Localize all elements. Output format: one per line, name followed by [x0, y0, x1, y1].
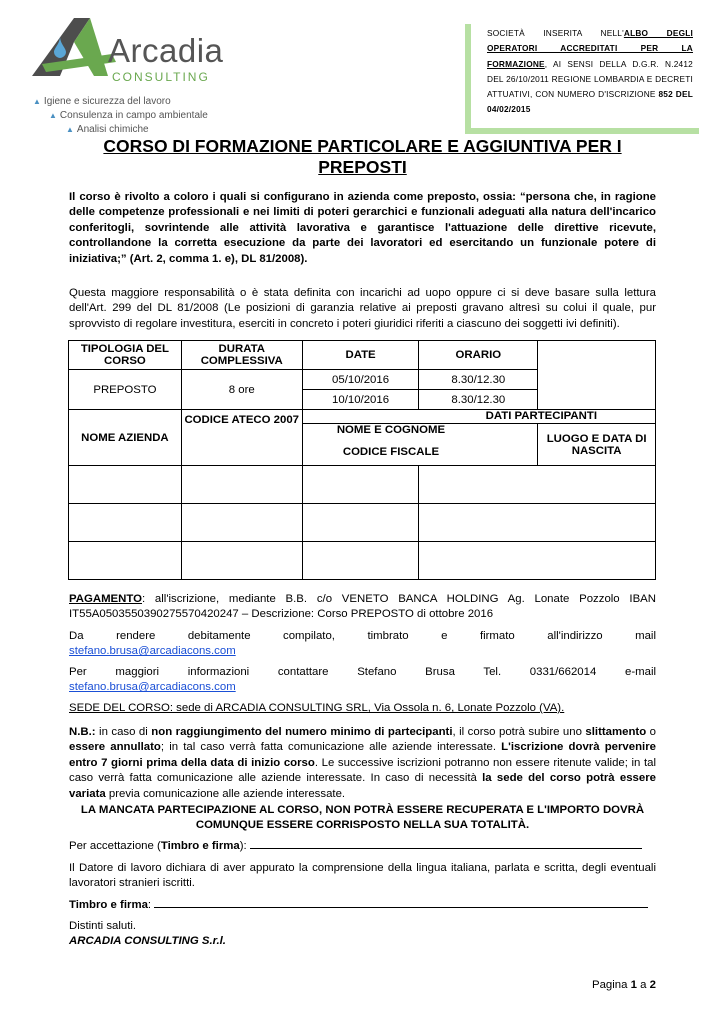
participant-cell[interactable] [181, 542, 302, 580]
orario-2: 8.30/12.30 [419, 390, 538, 410]
participant-cell[interactable] [181, 466, 302, 504]
orario-1: 8.30/12.30 [419, 370, 538, 390]
intro-definition: Il corso è rivolto a coloro i quali si configurano in azienda come preposto, ossia: “persona che, in ragione delle competenze professionali e nei limiti di poteri gerarchici e funzionali adeguati alla natura dell'incarico conferitogli, sovrintende alle attività lavorativa e garantisce l'attuazione delle direttive ricevute, controllandone la corretta esecuzione da parte dei lavoratori ed esercitando un funzionale potere di iniziativa;” (Art. 2, comma 1. e), DL 81/2008). [69, 191, 656, 265]
document-title: CORSO DI FORMAZIONE PARTICOLARE E AGGIUNTIVA PER I PREPOSTI [103, 136, 622, 177]
header-nome-azienda: NOME AZIENDA [69, 410, 182, 466]
company-signature: ARCADIA CONSULTING S.r.l. [69, 935, 226, 947]
participant-cell[interactable] [419, 466, 656, 504]
contact-info: Per maggiori informazioni contattare Stefano Brusa Tel. 0331/662014 e-mail stefano.brusa@arcadiacons.com [69, 666, 656, 694]
page-number: Pagina 1 a 2 [592, 979, 656, 991]
tipologia-value: PREPOSTO [69, 370, 182, 410]
durata-value: 8 ore [181, 370, 302, 410]
course-venue: SEDE DEL CORSO: sede di ARCADIA CONSULTING SRL, Via Ossola n. 6, Lonate Pozzolo (VA). [69, 702, 565, 714]
acceptance-line: Per accettazione (Timbro e firma): [69, 839, 656, 854]
date-2: 10/10/2016 [302, 390, 419, 410]
participant-cell[interactable] [69, 504, 182, 542]
registry-box [465, 24, 699, 134]
stamp-line: Timbro e firma: [69, 898, 656, 913]
contact-email-link[interactable]: stefano.brusa@arcadiacons.com [69, 681, 236, 694]
participant-cell[interactable] [302, 466, 419, 504]
date-1: 05/10/2016 [302, 370, 419, 390]
participant-cell[interactable] [302, 504, 419, 542]
return-email-link[interactable]: stefano.brusa@arcadiacons.com [69, 645, 236, 658]
header-durata: DURATA COMPLESSIVA [181, 341, 302, 370]
logo-subtitle: CONSULTING [112, 70, 210, 84]
triangle-bullet-icon: ▲ [66, 125, 74, 134]
header-orario: ORARIO [419, 341, 538, 370]
empty-cell [538, 341, 656, 410]
header-nome-codice [302, 424, 538, 466]
participant-cell[interactable] [419, 504, 656, 542]
triangle-bullet-icon: ▲ [33, 97, 41, 106]
course-table [68, 340, 656, 580]
logo-wordmark: Arcadia [108, 32, 224, 69]
participant-cell[interactable] [181, 504, 302, 542]
header-codice-ateco: CODICE ATECO 2007 [181, 410, 302, 466]
participant-cell[interactable] [69, 466, 182, 504]
header-tipologia: TIPOLOGIA DEL CORSO [69, 341, 182, 370]
participant-cell[interactable] [302, 542, 419, 580]
return-instructions: Da rendere debitamente compilato, timbrato e firmato all'indirizzo mail stefano.brusa@arcadiacons.com [69, 630, 656, 658]
nb-notice: N.B.: in caso di non raggiungimento del numero minimo di partecipanti, il corso potrà subire uno slittamento o essere annullato; in tal caso verrà fatta comunicazione alle aziende interessate. L'iscrizione dovrà pervenire entro 7 giorni prima della data di inizio corso. Le successive iscrizioni potranno non essere ritenute valide; in tal caso verrà fatta comunicazione alle aziende interessate. In caso di necessità la sede del corso potrà essere variata previa comunicazione alle aziende interessate. [69, 726, 656, 800]
participant-cell[interactable] [419, 542, 656, 580]
participant-cell[interactable] [69, 542, 182, 580]
registry-text: SOCIETÀ INSERITA NELL'ALBO DEGLI OPERATORI ACCREDITATI PER LA FORMAZIONE, AI SENSI DELLA D.G.R. N.2412 DEL 26/10/2011 REGIONE LOMBARDIA E DECRETI ATTUATIVI, CON NUMERO D'ISCRIZIONE 852 DEL 04/02/2015 [487, 28, 693, 115]
header-dati-partecipanti: DATI PARTECIPANTI [302, 410, 655, 424]
acceptance-signature-field[interactable] [250, 848, 642, 849]
tagline-2: ▲ Consulenza in campo ambientale [49, 110, 208, 121]
tagline-3: ▲ Analisi chimiche [66, 124, 149, 135]
triangle-bullet-icon: ▲ [49, 111, 57, 120]
header-nome-cognome: NOME E COGNOME [336, 424, 446, 436]
tagline-1: ▲ Igiene e sicurezza del lavoro [33, 96, 171, 107]
stamp-signature-field[interactable] [154, 907, 648, 908]
header-luogo-data: LUOGO E DATA DI NASCITA [538, 424, 656, 466]
header-codice-fiscale: CODICE FISCALE [342, 446, 440, 458]
payment-info: PAGAMENTO: all'iscrizione, mediante B.B. c/o VENETO BANCA HOLDING Ag. Lonate Pozzolo IBAN IT55A0503550390275570420247 – Descrizione: Corso PREPOSTO di ottobre 2016 [69, 593, 656, 621]
header-date: DATE [302, 341, 419, 370]
intro-responsibility: Questa maggiore responsabilità o è stata definita con incarichi ad uopo oppure ci si deve basare sulla lettura dell'Art. 299 del DL 81/2008 (Le posizioni di garanzia relative ai preposti gravano altresì su colui il quale, pur sprovvisto di regolare investitura, eserciti in concreto i poteri giuridici riferiti a ciascuno dei soggetti ivi definiti). [69, 287, 656, 330]
closing-greeting: Distinti saluti. [69, 920, 137, 932]
language-declaration: Il Datore di lavoro dichiara di aver appurato la comprensione della lingua italiana, parlata e scritta, degli eventuali lavoratori stranieri iscritti. [69, 862, 656, 890]
non-attendance-warning: LA MANCATA PARTECIPAZIONE AL CORSO, NON POTRÀ ESSERE RECUPERATA E L'IMPORTO DOVRÀ COMUNQUE ESSERE CORRISPOSTO NELLA SUA TOTALITÀ. [80, 804, 645, 832]
